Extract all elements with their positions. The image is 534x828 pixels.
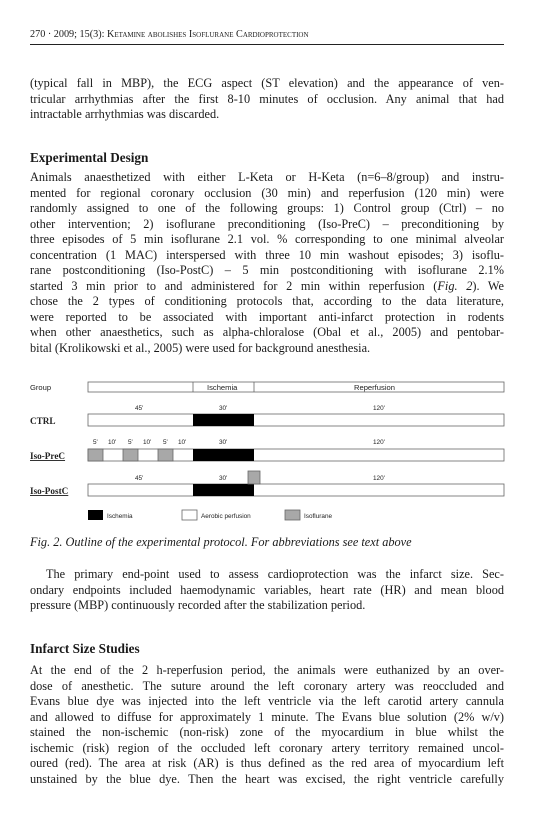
time-label: 30': [219, 405, 228, 412]
text-line: concentration (1 MAC) interspersed with three 10 min washout episodes; 3) isoflu-: [30, 247, 504, 262]
text-line: bital (Krolikowski et al., 2005) were used for background anesthesia.: [30, 341, 371, 356]
iso-postc-timeline: [88, 484, 504, 496]
time-label: 120': [373, 405, 385, 412]
text-line: rane postconditioning (Iso-PostC) – 5 min postconditioning with isoflurane 2.1%: [30, 263, 504, 278]
time-label: 10': [143, 439, 152, 446]
row-label-iso-postc: Iso-PostC: [30, 486, 69, 496]
figure-reference: Fig. 2: [437, 278, 473, 293]
time-label: 45': [135, 405, 144, 412]
text-line: when other anaesthetics, such as alpha-chloralose (Obal et al., 2005) and pentobar-: [30, 325, 504, 340]
legend-aerobic-swatch: [182, 510, 197, 520]
legend-isoflurane-swatch: [285, 510, 300, 520]
row-label-iso-prec: Iso-PreC: [30, 451, 66, 461]
time-label: 120': [373, 439, 385, 446]
text-line: dose of anesthetic. The suture around the left coronary artery was reoccluded and: [30, 678, 504, 693]
text-line: Animals anaesthetized with either L-Keta or H-Keta (n=6–8/group) and instru-: [30, 170, 504, 184]
text-line: three episodes of 5 min isoflurane 2.1 vol. % corresponding to one minimal alveolar: [30, 232, 504, 247]
legend-aerobic-label: Aerobic perfusion: [201, 513, 251, 520]
endpoint-paragraph: [30, 567, 504, 614]
time-label: 5': [163, 439, 168, 446]
text-line: randomly assigned to one of the following groups: 1) Control group (Ctrl) – no: [30, 201, 504, 216]
text-line: At the end of the 2 h-reperfusion period, the animals were euthanized by an over-: [30, 663, 504, 677]
text-line: ischemic (risk) region of the occluded left coronary artery territory remained uncol-: [30, 740, 504, 755]
iso-prec-timeline: [88, 449, 504, 461]
legend-isoflurane-label: Isoflurane: [304, 513, 333, 520]
text-fragment: ). We: [472, 278, 505, 293]
text-line: chose the 2 types of conditioning protocols that, according to the data literature,: [30, 294, 504, 309]
iso-prec-isoflurane-1: [88, 449, 103, 461]
legend-ischemia-swatch: [88, 510, 103, 520]
legend-ischemia-label: Ischemia: [107, 513, 133, 520]
text-line: The primary end-point used to assess cardioprotection was the infarct size. Sec-: [46, 567, 504, 581]
running-title: Ketamine abolishes Isoflurane Cardioprotection: [106, 29, 309, 40]
time-label: 30': [219, 439, 228, 446]
time-label: 45': [135, 475, 144, 482]
text-line: intractable arrhythmias was discarded.: [30, 107, 220, 122]
iso-prec-ischemia-block: [193, 449, 254, 461]
time-label: 10': [178, 439, 187, 446]
iso-prec-isoflurane-3: [158, 449, 173, 461]
text-line: other intervention; 2) isoflurane preconditioning (Iso-PreC) – preconditioning by: [30, 216, 504, 231]
section-heading-infarct-size: Infarct Size Studies: [30, 641, 140, 656]
time-label: 5': [128, 439, 133, 446]
text-line: oured (red). The area at risk (AR) is thus defined as the red area of myocardium left: [30, 756, 504, 771]
ctrl-ischemia-block: [193, 414, 254, 426]
time-label: 5': [93, 439, 98, 446]
text-line: unstained by the blue dye. Then the heart was excised, the right ventricle carefully: [30, 771, 504, 786]
text-fragment: started 3 min prior to and administered for 2 min within reperfusion (: [30, 278, 438, 293]
group-header: Group: [30, 383, 52, 392]
infarct-paragraph: [30, 663, 504, 787]
text-line: (typical fall in MBP), the ECG aspect (ST elevation) and the appearance of ven-: [30, 76, 504, 90]
time-label: 120': [373, 475, 385, 482]
text-line: Evans blue dye was injected into the left ventricle via the left carotid artery cannula: [30, 694, 504, 709]
ctrl-timeline: [88, 414, 504, 426]
timeline-header-bar: [88, 382, 504, 392]
text-line: mented for regional coronary occlusion (30 min) and reperfusion (120 min) were: [30, 185, 504, 200]
text-line: stained the non-ischemic (non-risk) zone of the myocardium in blue whilst the: [30, 725, 504, 740]
row-label-ctrl: CTRL: [30, 416, 56, 426]
reperfusion-header: Reperfusion: [354, 383, 395, 392]
text-line: were reported to be associated with important anti-infarct protection in rodents: [30, 309, 504, 324]
figure-caption: Fig. 2. Outline of the experimental protocol. For abbreviations see text above: [30, 535, 412, 549]
iso-postc-isoflurane: [248, 471, 260, 484]
text-line: and allowed to diffuse for approximately 1 minute. The Evans blue solution (2% w/v): [30, 709, 504, 724]
iso-prec-isoflurane-2: [123, 449, 138, 461]
ischemia-header: Ischemia: [207, 383, 238, 392]
text-line: pressure (MBP) continuously recorded after the stabilization period.: [30, 598, 366, 613]
time-label: 30': [219, 475, 228, 482]
section-heading-experimental-design: Experimental Design: [30, 150, 149, 165]
time-label: 10': [108, 439, 117, 446]
text-line: tricular arrhythmias after the first 8-10 minutes of occlusion. Any animal that had: [30, 91, 504, 106]
text-line: ondary endpoints included haemodynamic variables, heart rate (HR) and mean blood: [30, 582, 504, 597]
iso-postc-ischemia-block: [193, 484, 254, 496]
page-info: 270 · 2009; 15(3):: [30, 29, 105, 40]
